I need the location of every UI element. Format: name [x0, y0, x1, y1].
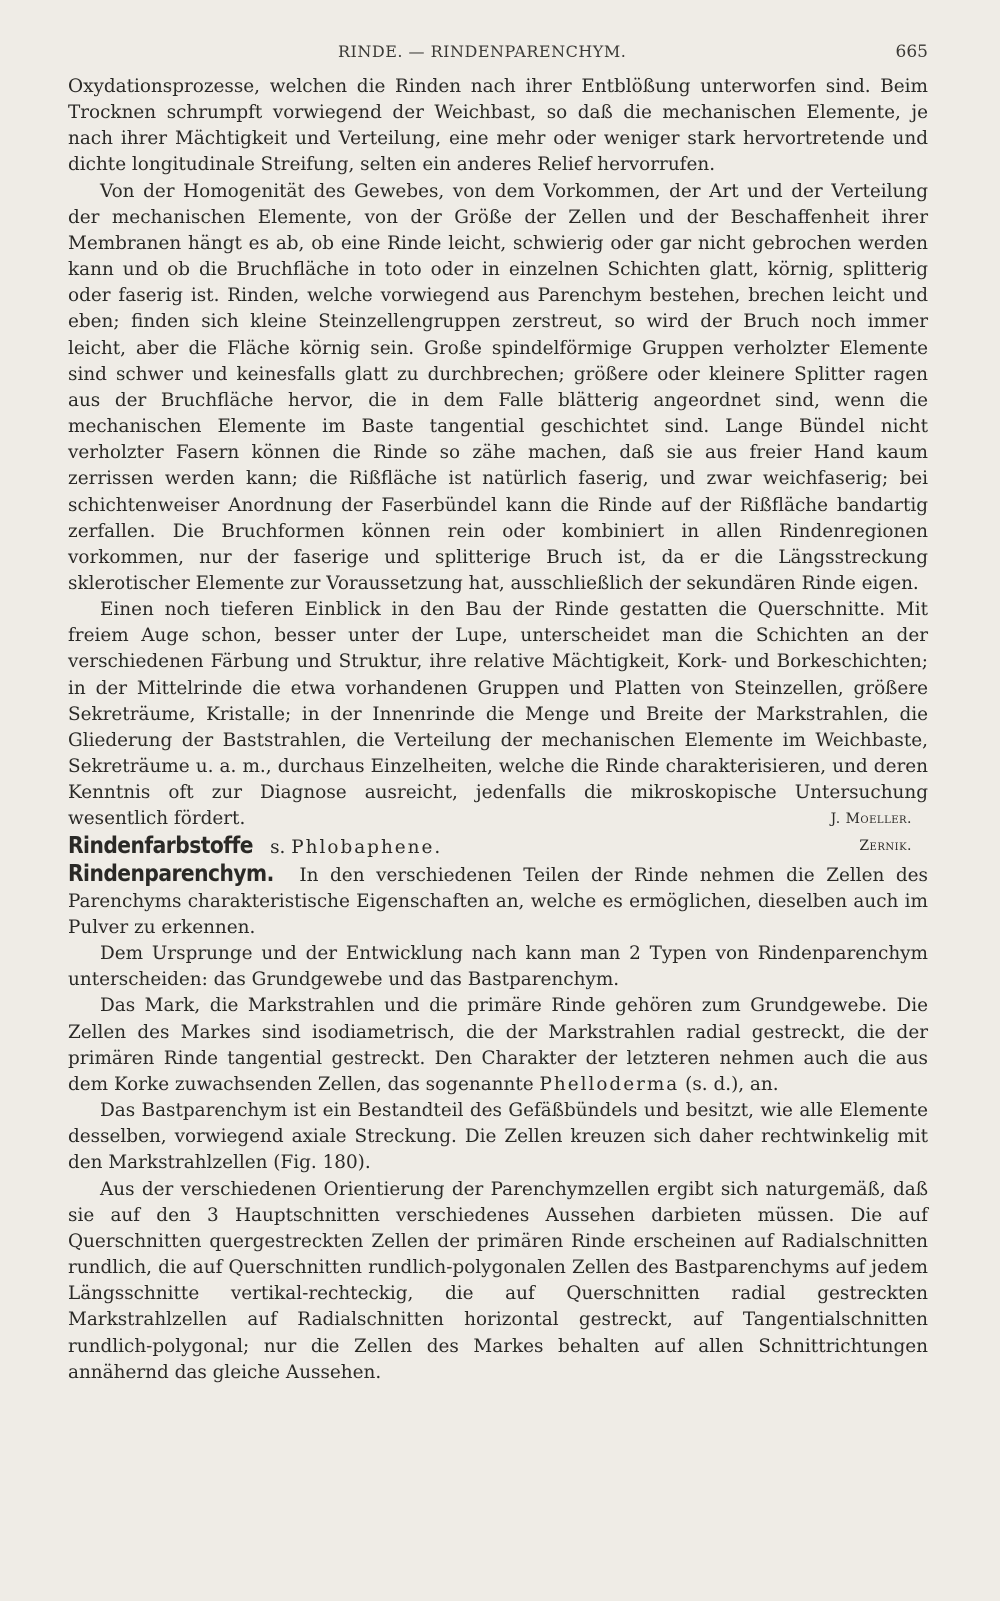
paragraph-oxydation: Oxydationsprozesse, welchen die Rinden nach ihrer Entblößung unterworfen sind. Beim Trocknen schrumpft vorwiegend der Weichbast, so daß die mechanischen Elemente, je nach ihrer Mächtigkeit und Verteilung, eine mehr oder weniger stark hervortretende und dichte longitudinale Streifung, selten ein anderes Relief hervorrufen. — [68, 76, 928, 176]
term-phelloderma: Phelloderma — [539, 1073, 680, 1095]
paragraph-bruch: Von der Homogenität des Gewebes, von dem Vorkommen, der Art und der Verteilung der mechanischen Elemente, von der Größe der Zellen und der Beschaffenheit ihrer Membranen hängt es ab, ob eine Rinde leicht, schwierig oder gar nicht gebrochen werden kann und ob die Bruchfläche in toto oder in einzelnen Schichten glatt, körnig, splitterig oder faserig ist. Rinden, welche vorwiegend aus Parenchym bestehen, brechen leicht und eben; finden sich kleine Steinzellengruppen zerstreut, so wird der Bruch noch immer leicht, aber die Fläche körnig sein. Große spindelförmige Gruppen verholzter Elemente sind schwer und keinesfalls glatt zu durchbrechen; größere oder kleinere Splitter ragen aus der Bruchfläche hervor, die in dem Falle blätterig angeordnet sind, wenn die mechanischen Elemente im Baste tangential geschichtet sind. Lange Bündel nicht verholzter Fasern können die Rinde so zähe machen, daß sie aus freier Hand kaum zerrissen werden kann; die Rißfläche ist natürlich faserig, und zwar weichfaserig; bei schichtenweiser Anordnung der Faserbündel kann die Rinde auf der Rißfläche bandartig zerfallen. Die Bruchformen können rein oder kombiniert in allen Rindenregionen vorkommen, nur der faserige und splitterige Bruch ist, da er die Längsstreckung sklerotischer Elemente zur Voraussetzung hat, ausschließlich der sekundären Rinde eigen. — [68, 180, 928, 594]
running-title: RINDE. — RINDENPARENCHYM. — [338, 42, 627, 61]
running-head — [68, 42, 928, 62]
paragraph-mark-end: (s. d.), an. — [685, 1073, 779, 1095]
entry-rindenfarbstoffe — [68, 833, 928, 861]
paragraph-typen: Dem Ursprunge und der Entwicklung nach kann man 2 Typen von Rindenparenchym unterscheiden: das Grundgewebe und das Bastparenchym. — [68, 943, 928, 991]
paragraph-orientierung: Aus der verschiedenen Orientierung der Parenchymzellen ergibt sich naturgemäß, daß sie auf den 3 Hauptschnitten verschiedenes Aussehen darbieten müssen. Die auf Querschnitten quergestreckten Zellen der primären Rinde erscheinen auf Radialschnitten rundlich, die auf Querschnitten rundlich-polygonalen Zellen des Bastparenchyms auf jedem Längsschnitte vertikal-rechteckig, die auf Querschnitten radial gestreckten Markstrahlzellen auf Radialschnitten horizontal gestreckt, auf Tangentialschnitten rundlich-polygonal; nur die Zellen des Markes behalten auf allen Schnittrichtungen annähernd das gleiche Aussehen. — [68, 1178, 928, 1383]
author-signature: J. Moeller. — [830, 811, 912, 828]
headword: Rindenparenchym. — [68, 860, 274, 887]
cross-ref-word: Phlobaphene. — [291, 836, 443, 858]
paragraph-querschnitte-text: Einen noch tieferen Einblick in den Bau der Rinde gestatten die Querschnitte. Mit freiem Auge schon, besser unter der Lupe, unterscheidet man die Schichten an der verschiedenen Färbung und Struktur, ihre relative Mächtigkeit, Kork- und Borkeschichten; in der Mittelrinde die etwa vorhandenen Gruppen und Platten von Steinzellen, größere Sekreträume, Kristalle; in der Innenrinde die Menge und Breite der Markstrahlen, die Gliederung der Baststrahlen, die Verteilung der mechanischen Elemente im Weichbaste, Sekreträume u. a. m., durchaus Einzelheiten, welche die Rinde charakterisieren, und deren Kenntnis oft zur Diagnose ausreicht, jedenfalls die mikroskopische Untersuchung wesentlich fördert. — [68, 599, 928, 830]
page-number: 665 — [895, 42, 928, 62]
entry-rindenparenchym — [68, 861, 928, 941]
body-text — [68, 74, 928, 1386]
paragraph-mark-text: Das Mark, die Markstrahlen und die primäre Rinde gehören zum Grundgewebe. Die Zellen des Markes sind isodiametrisch, die der Markstrahlen radial gestreckt, die der primären Rinde tangential gestreckt. Den Charakter der letzteren nehmen auch die aus dem Korke zuwachsenden Zellen, das sogenannte — [68, 995, 928, 1095]
paragraph-querschnitte — [68, 597, 928, 832]
entry-lead-text: In den verschiedenen Teilen der Rinde nehmen die Zellen des Parenchyms charakteristische Eigenschaften an, welche es ermöglichen, dieselben auch im Pulver zu erkennen. — [68, 864, 928, 938]
paragraph-bastparenchym: Das Bastparenchym ist ein Bestandteil des Gefäßbündels und besitzt, wie alle Elemente desselben, vorwiegend axiale Streckung. Die Zellen kreuzen sich daher rechtwinkelig mit den Markstrahlzellen (Fig. 180). — [68, 1100, 928, 1174]
author-signature: Zernik. — [859, 837, 912, 854]
headword: Rindenfarbstoffe — [68, 832, 254, 859]
paragraph-mark — [68, 993, 928, 1098]
cross-ref-prefix: s. — [270, 836, 286, 858]
